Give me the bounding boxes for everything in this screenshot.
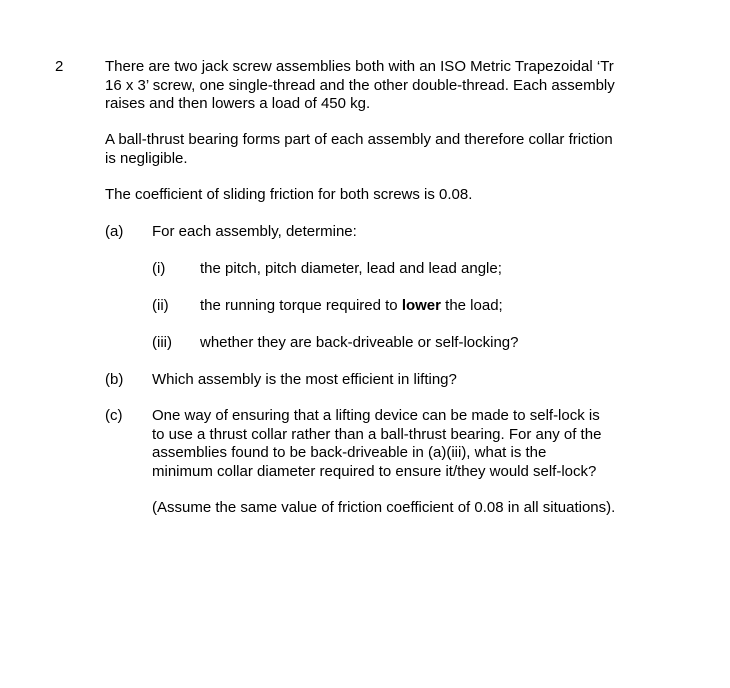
bearing-line: is negligible. xyxy=(105,149,188,167)
part-c-label: (c) xyxy=(105,407,123,424)
bearing-line: A ball-thrust bearing forms part of each assembly and therefore collar friction xyxy=(105,131,613,148)
part-c-line: to use a thrust collar rather than a ball-thrust bearing. For any of the xyxy=(152,425,602,443)
part-a-ii-text-bold: lower xyxy=(401,297,441,314)
part-c-note: (Assume the same value of friction coefficient of 0.08 in all situations). xyxy=(152,499,616,516)
part-b-text: Which assembly is the most efficient in lifting? xyxy=(152,371,457,388)
part-a-iii-label: (iii) xyxy=(152,334,172,351)
part-a-i-label: (i) xyxy=(152,260,166,277)
part-c-line: minimum collar diameter required to ensure it/they would self-lock? xyxy=(152,462,597,480)
question-number: 2 xyxy=(55,58,64,75)
part-a-i-text: the pitch, pitch diameter, lead and lead angle; xyxy=(200,260,502,277)
part-a-iii-text: whether they are back-driveable or self-locking? xyxy=(200,334,519,351)
intro-paragraph xyxy=(105,58,675,114)
part-a-ii-label: (ii) xyxy=(152,297,169,314)
intro-line: 16 x 3’ screw, one single-thread and the other double-thread. Each assembly xyxy=(105,76,615,94)
part-a-ii-text-before: the running torque required to xyxy=(200,297,402,314)
part-c-line: One way of ensuring that a lifting device can be made to self-lock is xyxy=(152,407,600,424)
intro-line: There are two jack screw assemblies both with an ISO Metric Trapezoidal ‘Tr xyxy=(105,58,614,75)
part-a-ii-text xyxy=(200,297,660,316)
part-a-ii-text-after: the load; xyxy=(441,297,503,314)
bearing-paragraph xyxy=(105,131,675,168)
friction-paragraph: The coefficient of sliding friction for both screws is 0.08. xyxy=(105,186,473,203)
part-c-text xyxy=(152,407,652,481)
part-c-line: assemblies found to be back-driveable in (a)(iii), what is the xyxy=(152,444,547,461)
intro-line: raises and then lowers a load of 450 kg. xyxy=(105,95,371,112)
part-a-text: For each assembly, determine: xyxy=(152,223,357,240)
part-b-label: (b) xyxy=(105,371,124,388)
part-a-label: (a) xyxy=(105,223,124,240)
